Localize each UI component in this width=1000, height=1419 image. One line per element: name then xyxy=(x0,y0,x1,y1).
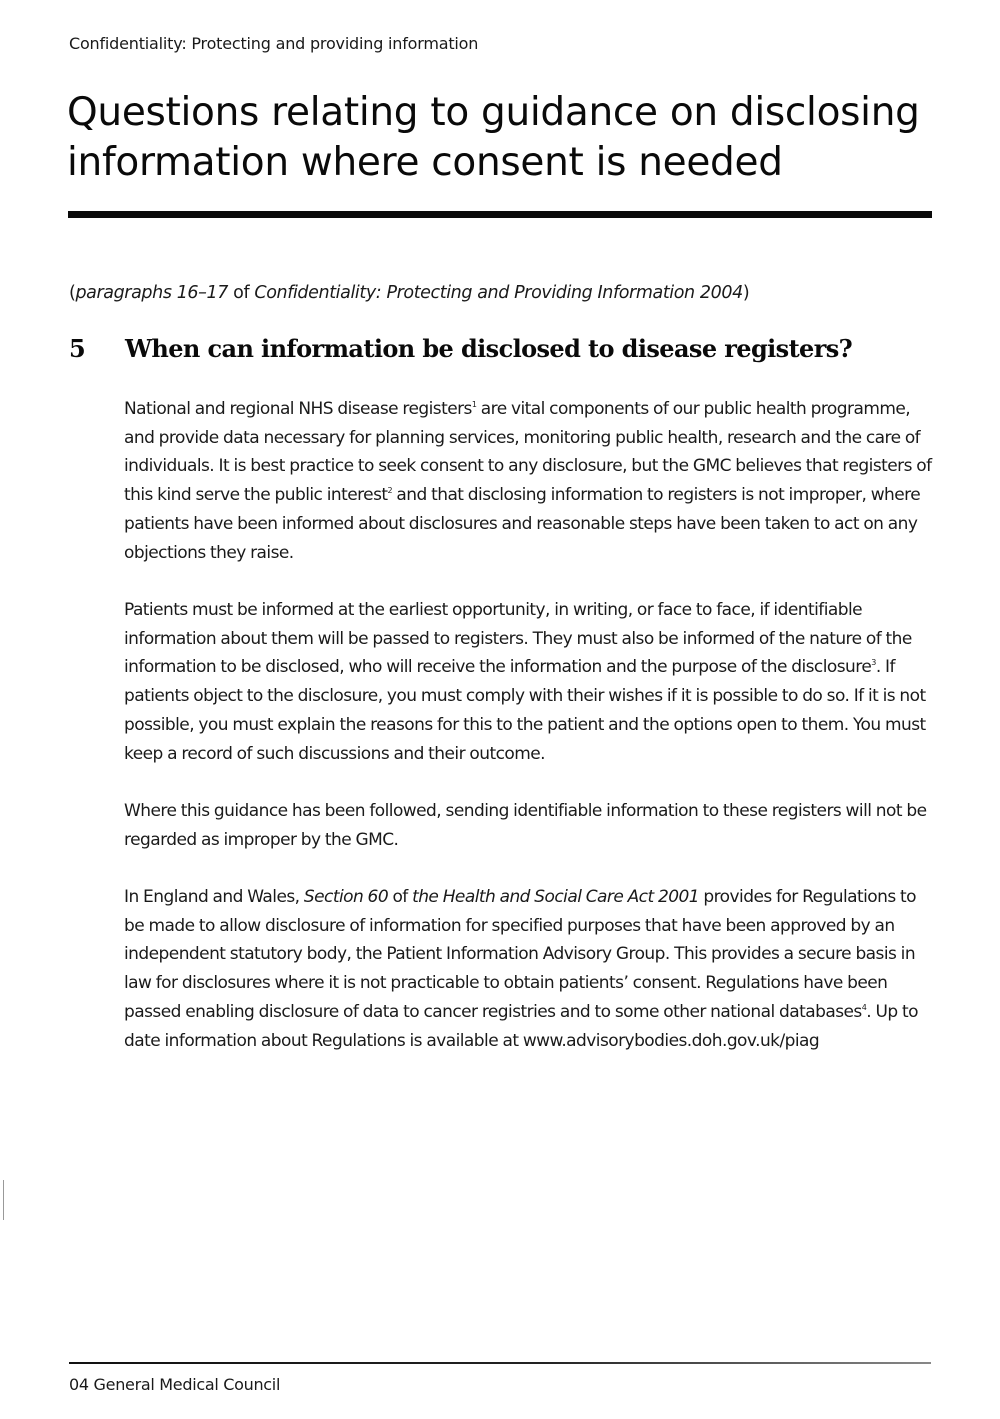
p2-text-a: Patients must be informed at the earliest opportunity, in writing, or face to face, if identifiable information about them will be passed to registers. They must also be informed of the nature of the information to be disclosed, who will receive the information and the purpose of the disclosure xyxy=(124,600,912,678)
p1-text-b: are vital components of our public health programme, and provide data necessary for planning services, monitoring public health, research and the care of individuals. It is best practice to seek consent to any disclosure, but the GMC believes that registers of this kind serve the public interest xyxy=(124,399,932,506)
running-header: Confidentiality: Protecting and providing information xyxy=(69,34,479,53)
footnote-ref-3: 3 xyxy=(871,658,876,668)
p4-text-c: . Up to date information about Regulations is available at xyxy=(124,1001,918,1051)
p1-text-c: and that disclosing information to registers is not improper, where patients have been informed about disclosures and reasonable steps have been taken to act on any objections they raise. xyxy=(124,485,921,563)
section-title: When can information be disclosed to disease registers? xyxy=(125,334,853,363)
ref-close-paren: ) xyxy=(742,283,750,303)
body-paragraph-1 xyxy=(124,395,936,567)
p2-text-b: . If patients object to the disclosure, you must comply with their wishes if it is possible to do so. If it is not possible, you must explain the reasons for this to the patient and the options open to them. You must keep a record of such discussions and their outcome. xyxy=(124,657,926,764)
p4-act-title: the Health and Social Care Act 2001 xyxy=(412,887,700,907)
piag-url: www.advisorybodies.doh.gov.uk/piag xyxy=(522,1030,820,1051)
body-paragraph-3: Where this guidance has been followed, sending identifiable information to these registers will not be regarded as improper by the GMC. xyxy=(124,801,927,850)
p4-section-ref: Section 60 xyxy=(303,887,389,907)
body-paragraph-4 xyxy=(124,883,936,1055)
scan-artifact xyxy=(3,1180,4,1220)
section-heading xyxy=(69,334,852,363)
footnote-ref-4: 4 xyxy=(861,1002,867,1012)
paragraph-reference xyxy=(69,283,749,303)
p4-text-a: In England and Wales, xyxy=(124,887,304,907)
footer-page-label: 04 General Medical Council xyxy=(69,1375,281,1394)
ref-open-paren: ( xyxy=(69,283,76,303)
title-divider xyxy=(68,211,932,218)
page-title: Questions relating to guidance on disclosing information where consent is needed xyxy=(67,90,920,185)
ref-of: of xyxy=(227,283,255,303)
ref-paragraphs: paragraphs 16–17 xyxy=(75,283,228,303)
p4-text-b: provides for Regulations to be made to allow disclosure of information for specified purposes that have been approved by an independent statutory body, the Patient Information Advisory Group. This provides a secure basis in law for disclosures where it is not practicable to obtain patients’ consent. Regulations have been passed enabling disclosure of data to cancer registries and to some other national databases xyxy=(124,887,917,1022)
p1-text-a: National and regional NHS disease registers xyxy=(124,399,472,419)
section-number: 5 xyxy=(69,334,86,363)
p4-of: of xyxy=(388,887,413,907)
ref-source-title: Confidentiality: Protecting and Providing Information 2004 xyxy=(254,283,743,303)
footnote-ref-2: 2 xyxy=(387,486,393,496)
body-paragraph-2 xyxy=(124,596,936,768)
footer-divider xyxy=(69,1362,931,1364)
footnote-ref-1: 1 xyxy=(471,400,477,409)
